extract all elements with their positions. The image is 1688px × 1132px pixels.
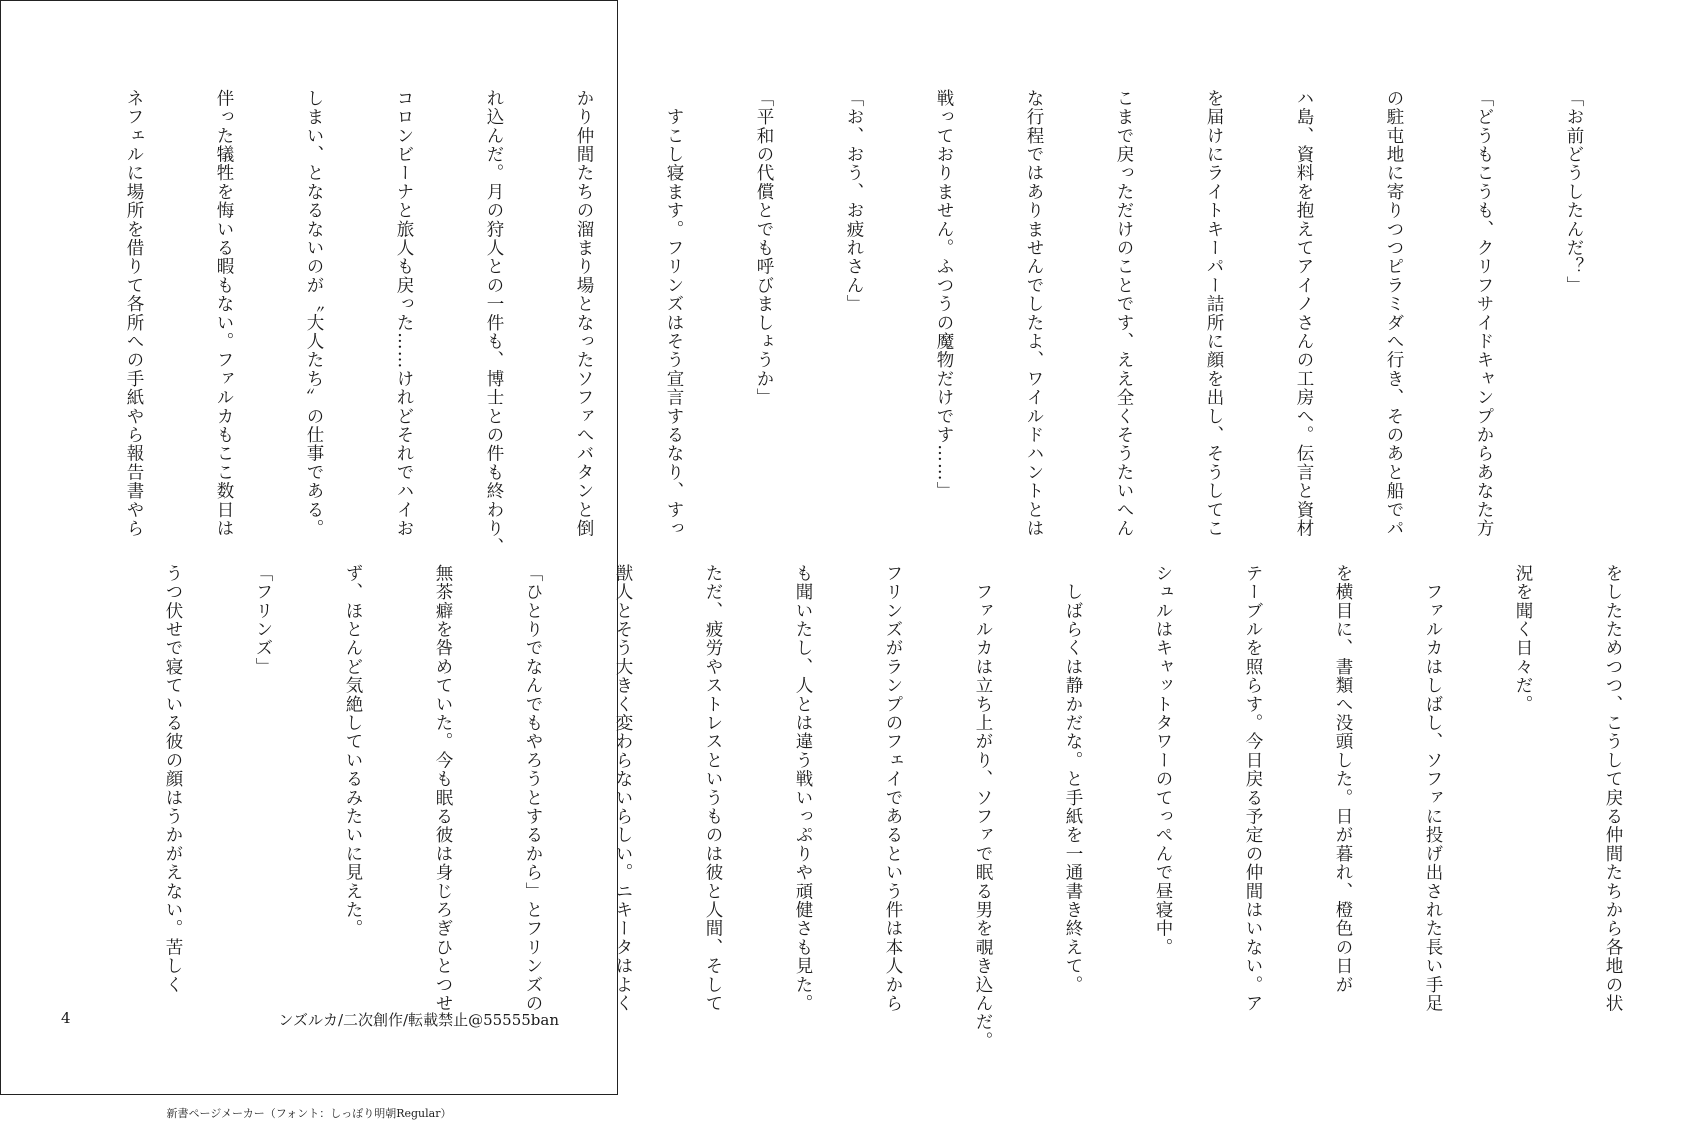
text-line: ず、ほとんど気絶しているみたいに見えた。 (343, 564, 363, 938)
text-line: の駐屯地に寄りつつピラミダへ行き、そのあと船でパ (1384, 89, 1404, 538)
text-line: しばらくは静かだな。と手紙を一通書き終えて。 (1063, 564, 1083, 995)
text-line: すこし寝ます。フリンズはそう宣言するなり、すっ (664, 89, 684, 538)
text-line: うつ伏せで寝ている彼の顔はうかがえない。苦しく (163, 564, 183, 995)
text-line: シュルはキャットタワーのてっぺんで昼寝中。 (1153, 564, 1173, 957)
text-line: コロンビーナと旅人も戻った……けれどそれでハイお (394, 89, 414, 538)
text-line: 「お前どうしたんだ？」 (1564, 89, 1584, 295)
text-line: フリンズがランプのフェイであるという件は本人から (883, 564, 903, 1013)
text-line: も聞いたし、人とは違う戦いっぷりや頑健さも見た。 (793, 564, 813, 1013)
running-head: ンズルカ/二次創作/転載禁止@55555ban (278, 1011, 559, 1029)
upper-text-block (59, 89, 1649, 557)
text-line: 「どうもこうも、クリフサイドキャンプからあなた方 (1474, 89, 1494, 538)
text-line: な行程ではありませんでしたよ、ワイルドハントとは (1024, 89, 1044, 538)
text-line: ハ島、資料を抱えてアイノさんの工房へ。伝言と資材 (1294, 89, 1314, 538)
text-line: ファルカはしばし、ソファに投げ出された長い手足 (1423, 564, 1443, 1013)
text-line: 「平和の代償とでも呼びましょうか」 (754, 89, 774, 407)
text-line: を横目に、書類へ没頭した。日が暮れ、橙色の日が (1333, 564, 1353, 995)
text-line: こまで戻っただけのことです、ええ全くそうたいへん (1114, 89, 1134, 538)
text-line: ネフェルに場所を借りて各所への手紙やら報告書やら (124, 89, 144, 538)
footer-caption: 新書ページメーカー（フォント：しっぽり明朝Regular） (166, 1107, 452, 1120)
text-line: 「フリンズ」 (253, 564, 273, 677)
text-line: 況を聞く日々だ。 (1513, 564, 1533, 714)
text-line: 伴った犠牲を悔いる暇もない。ファルカもここ数日は (214, 89, 234, 538)
text-line: 無茶癖を咎めていた。今も眠る彼は身じろぎひとつせ (433, 564, 453, 1013)
text-line: を届けにライトキーパー詰所に顔を出し、そうしてこ (1204, 89, 1224, 538)
text-line: 獣人とそう大きく変わらないらしい。ニキータはよく (613, 564, 633, 1013)
text-line: れ込んだ。月の狩人との一件も、博士との件も終わり、 (484, 89, 504, 557)
text-line: しまい、となるないのが〝大人たち〟の仕事である。 (304, 89, 324, 538)
text-line: 戦っておりません。ふつうの魔物だけです……」 (934, 89, 954, 501)
text-line: 「お、おう、お疲れさん」 (844, 89, 864, 314)
text-line: ただ、疲労やストレスというものは彼と人間、そして (703, 564, 723, 1013)
text-line: 「ひとりでなんでもやろうとするから」とフリンズの (523, 564, 543, 1013)
text-line: テーブルを照らす。今日戻る予定の仲間はいない。ア (1243, 564, 1263, 1013)
text-line: をしたためつつ、こうして戻る仲間たちから各地の状 (1603, 564, 1623, 1013)
text-line: ファルカは立ち上がり、ソファで眠る男を覗き込んだ。 (973, 564, 993, 1051)
page-number: 4 (61, 1009, 71, 1027)
text-line: かり仲間たちの溜まり場となったソファへバタンと倒 (574, 89, 594, 538)
